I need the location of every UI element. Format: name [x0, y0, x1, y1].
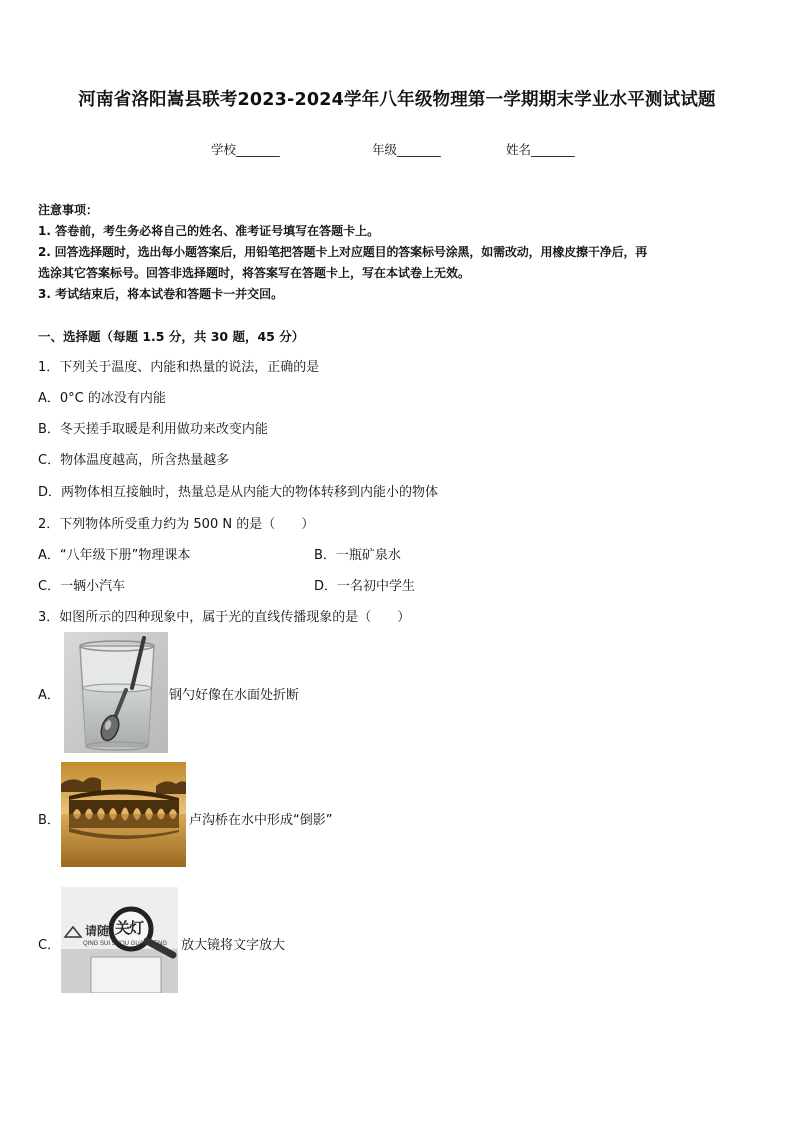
- sign-chars: 请随: [85, 924, 110, 938]
- q3-option-a-text: 钢勺好像在水面处折断: [169, 688, 300, 703]
- q1-option-a: A．0°C 的冰没有内能: [38, 391, 166, 406]
- q3-option-b-letter: B．: [38, 813, 60, 828]
- q2-stem: 2．下列物体所受重力约为 500 N 的是（ ）: [38, 517, 315, 532]
- q3-option-a-letter: A．: [38, 688, 60, 703]
- school-label: 学校: [211, 142, 237, 157]
- school-field: [211, 140, 280, 158]
- sign-magnified-chars: 关灯: [115, 919, 144, 937]
- note-item: 3. 考试结束后，将本试卷和答题卡一并交回。: [38, 287, 284, 301]
- q2-option-c: C．一辆小汽车: [38, 579, 126, 594]
- q2-option-d: D．一名初中学生: [314, 579, 416, 594]
- name-blank: _______: [531, 142, 575, 157]
- note-item: 选涂其它答案标号。回答非选择题时，将答案写在答题卡上，写在本试卷上无效。: [38, 266, 471, 280]
- sign-pinyin: QING SUI SHOU GUAN DENG: [83, 941, 168, 947]
- q1-option-c: C．物体温度越高，所含热量越多: [38, 453, 230, 468]
- q1-option-d: D．两物体相互接触时，热量总是从内能大的物体转移到内能小的物体: [38, 485, 439, 500]
- q3-option-c-text: 放大镜将文字放大: [181, 938, 286, 953]
- q1-option-b: B．冬天搓手取暖是利用做功来改变内能: [38, 422, 268, 437]
- spoon-in-water-image: [64, 632, 168, 753]
- q2-option-b: B．一瓶矿泉水: [314, 548, 401, 563]
- magnifier-image: [61, 887, 178, 993]
- grade-blank: _______: [397, 142, 441, 157]
- q3-stem: 3．如图所示的四种现象中，属于光的直线传播现象的是（ ）: [38, 610, 411, 625]
- grade-label: 年级: [372, 142, 398, 157]
- notes-block: [38, 200, 647, 305]
- page-title: 河南省洛阳嵩县联考2023-2024学年八年级物理第一学期期末学业水平测试试题: [78, 90, 716, 110]
- q3-option-c-letter: C．: [38, 938, 61, 953]
- note-item: 1. 答卷前，考生务必将自己的姓名、准考证号填写在答题卡上。: [38, 224, 380, 238]
- name-field: [506, 140, 575, 158]
- school-blank: _______: [236, 142, 280, 157]
- section-heading: 一、选择题（每题 1.5 分，共 30 题，45 分）: [38, 329, 305, 344]
- note-item: 2. 回答选择题时，选出每小题答案后，用铅笔把答题卡上对应题目的答案标号涂黑，如需改动，用橡皮擦干净后，再: [38, 245, 648, 259]
- q1-stem: 1．下列关于温度、内能和热量的说法，正确的是: [38, 360, 320, 375]
- notes-heading: 注意事项：: [38, 203, 99, 217]
- grade-field: [372, 140, 441, 158]
- q3-option-b-text: 卢沟桥在水中形成“倒影”: [189, 813, 333, 828]
- name-label: 姓名: [506, 142, 532, 157]
- q2-option-a: A．“八年级下册”物理课本: [38, 548, 191, 563]
- bridge-reflection-image: [61, 762, 186, 867]
